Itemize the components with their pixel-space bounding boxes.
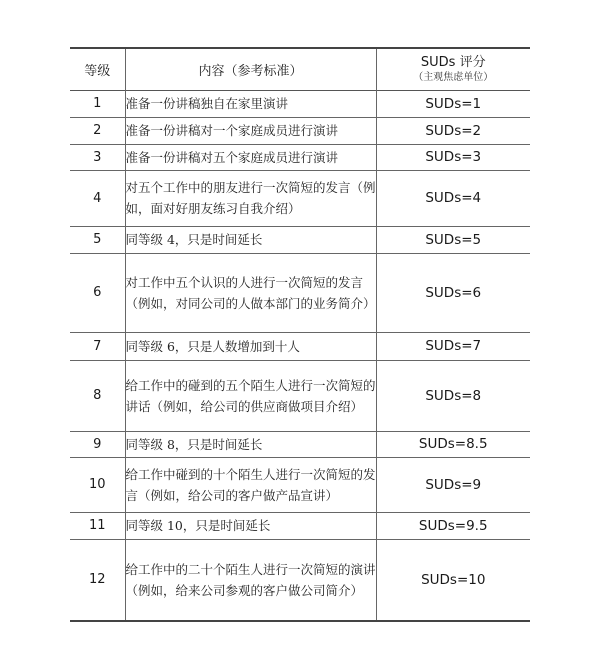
table-row [70,431,530,457]
row-score: SUDs=4 [425,190,482,206]
row-content: 对五个工作中的朋友进行一次简短的发言（例如，面对好朋友练习自我介绍） [125,170,376,226]
row-level: 12 [70,539,125,621]
row-score: SUDs=5 [425,231,482,248]
table-row [70,117,530,144]
table-header-row [70,48,530,90]
row-level: 3 [70,144,125,170]
row-level: 8 [70,360,125,431]
table-row [70,90,530,117]
row-score: SUDs=7 [425,338,482,354]
table-row [70,144,530,170]
row-level: 6 [70,253,125,332]
row-score: SUDs=3 [425,149,482,165]
header-score-label: SUDs 评分 [420,54,486,70]
row-score: SUDs=9 [425,476,482,493]
row-content: 同等级 8，只是时间延长 [125,431,376,457]
table-row [70,457,530,512]
suds-table-container [70,47,530,622]
suds-table [70,47,530,622]
row-score: SUDs=1 [425,95,482,112]
row-level: 7 [70,332,125,360]
row-content: 准备一份讲稿对一个家庭成员进行演讲 [125,117,376,144]
row-level: 10 [70,457,125,512]
table-row [70,360,530,431]
row-level: 5 [70,226,125,253]
table-row [70,332,530,360]
row-level: 11 [70,512,125,539]
row-content: 准备一份讲稿独自在家里演讲 [125,90,376,117]
row-score: SUDs=8 [425,387,482,404]
table-row [70,170,530,226]
header-score [376,48,530,90]
row-content: 同等级 6，只是人数增加到十人 [125,332,376,360]
row-content: 同等级 4，只是时间延长 [125,226,376,253]
header-score-sublabel: （主观焦虑单位） [413,71,494,83]
row-score: SUDs=2 [425,122,482,139]
row-score: SUDs=9.5 [418,517,488,534]
row-level: 9 [70,431,125,457]
header-level: 等级 [70,48,125,90]
row-content: 准备一份讲稿对五个家庭成员进行演讲 [125,144,376,170]
row-score: SUDs=10 [421,571,486,588]
row-level: 2 [70,117,125,144]
row-content: 对工作中五个认识的人进行一次简短的发言（例如，对同公司的人做本部门的业务简介） [125,253,376,332]
header-content: 内容（参考标准） [125,48,376,90]
row-level: 4 [70,170,125,226]
row-content: 同等级 10，只是时间延长 [125,512,376,539]
row-content: 给工作中的碰到的五个陌生人进行一次简短的讲话（例如，给公司的供应商做项目介绍） [125,360,376,431]
row-score: SUDs=8.5 [418,436,488,452]
row-score: SUDs=6 [425,284,482,301]
table-row [70,253,530,332]
table-row [70,512,530,539]
row-level: 1 [70,90,125,117]
table-row [70,539,530,621]
row-content: 给工作中的二十个陌生人进行一次简短的演讲（例如，给来公司参观的客户做公司简介） [125,539,376,621]
row-content: 给工作中碰到的十个陌生人进行一次简短的发言（例如，给公司的客户做产品宣讲） [125,457,376,512]
table-row [70,226,530,253]
